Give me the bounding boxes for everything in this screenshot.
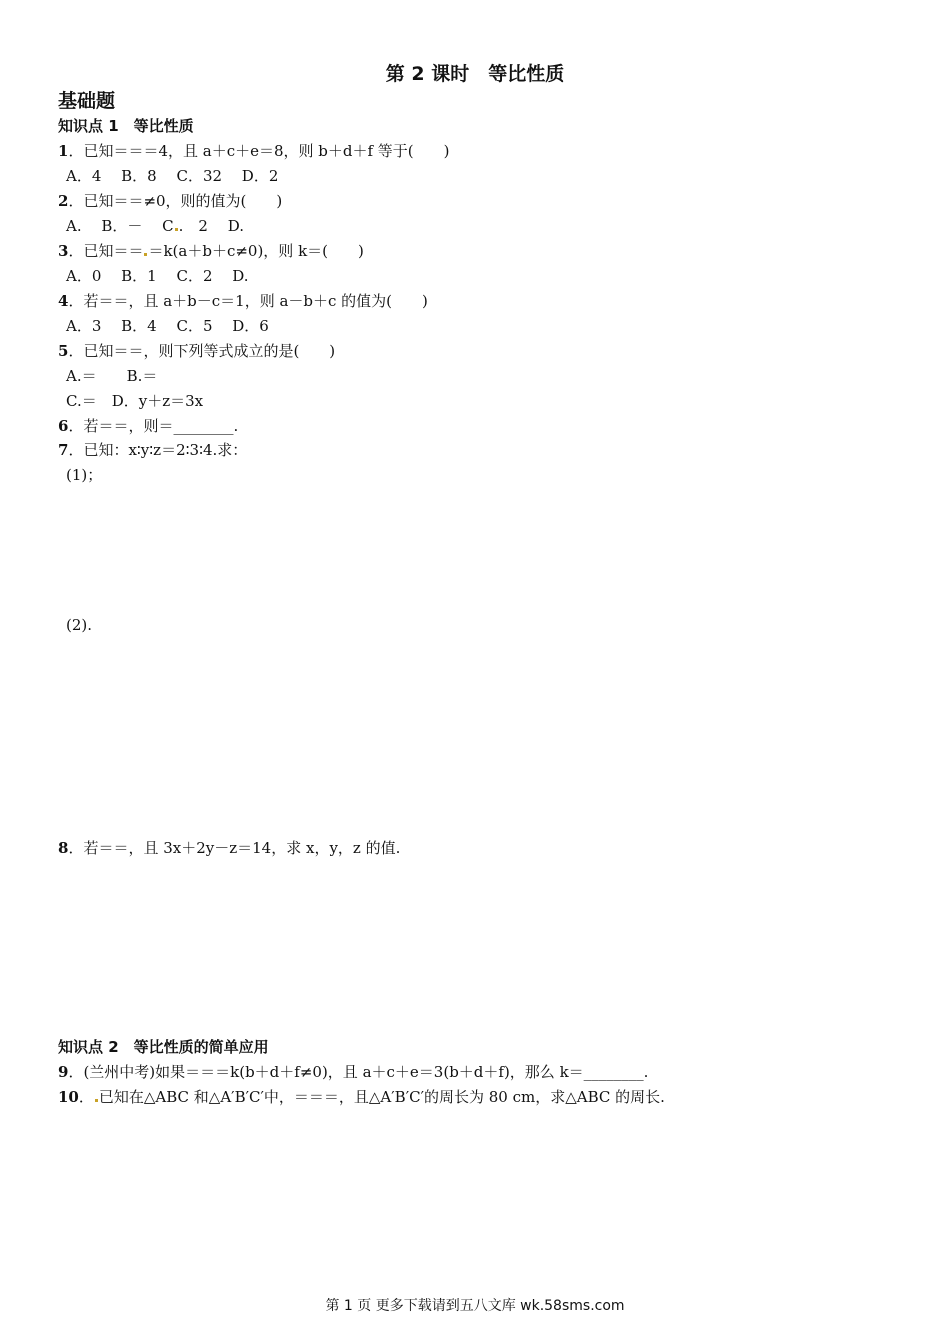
question-1-options: A．4 B．8 C．32 D．2 <box>66 167 279 185</box>
knowledge-point-1-heading: 知识点 1 等比性质 <box>58 117 194 135</box>
question-number: 10 <box>58 1088 79 1106</box>
question-10 <box>58 1087 665 1107</box>
question-8 <box>58 838 400 858</box>
question-3 <box>58 241 364 261</box>
question-4-options: A．3 B．4 C．5 D．6 <box>66 317 269 335</box>
question-number: 9 <box>58 1063 69 1081</box>
page-title: 第 2 课时 等比性质 <box>385 63 565 85</box>
options-text: A. B．－ C <box>66 217 174 235</box>
question-text: ．已知＝＝，则下列等式成立的是( ) <box>68 342 336 360</box>
question-number: 8 <box>58 839 69 857</box>
question-5-options-row-2: C.＝ D．y＋z＝3x <box>66 392 204 410</box>
knowledge-point-2-heading: 知识点 2 等比性质的简单应用 <box>58 1038 269 1056</box>
question-5 <box>58 341 335 361</box>
question-2-options <box>66 216 244 236</box>
question-number: 4 <box>58 292 69 310</box>
marker-dot <box>175 228 178 231</box>
question-number: 2 <box>58 192 69 210</box>
question-7-part-1: (1)； <box>66 466 103 484</box>
question-text: ．若＝＝，且 a＋b－c＝1，则 a－b＋c 的值为( ) <box>68 292 428 310</box>
question-1 <box>58 141 450 161</box>
question-number: 1 <box>58 142 69 160</box>
section-heading: 基础题 <box>58 90 116 112</box>
question-text: ．(兰州中考)如果＝＝＝k(b＋d＋f≠0)，且 a＋c＋e＝3(b＋d＋f)，那么 k＝________. <box>68 1063 649 1081</box>
question-9 <box>58 1062 648 1082</box>
page-footer: 第 1 页 更多下载请到五八文库 wk.58sms.com <box>325 1298 625 1314</box>
question-6 <box>58 416 238 436</box>
question-text: ＝k(a＋b＋c≠0)，则 k＝( ) <box>148 242 364 260</box>
question-text: ．若＝＝，且 3x＋2y－z＝14，求 x，y，z 的值. <box>68 839 401 857</box>
question-text: ．若＝＝，则＝________. <box>68 417 239 435</box>
question-7-part-2: (2). <box>66 616 93 634</box>
question-text: 已知在△ABC 和△A′B′C′中，＝＝＝，且△A′B′C′的周长为 80 cm，求△ABC 的周长. <box>98 1088 665 1106</box>
question-number: 6 <box>58 417 69 435</box>
question-number: 5 <box>58 342 69 360</box>
question-2 <box>58 191 282 211</box>
question-5-options-row-1: A.＝ B.＝ <box>66 367 158 385</box>
question-3-options: A．0 B．1 C．2 D. <box>66 267 249 285</box>
question-number: 3 <box>58 242 69 260</box>
options-text: . 2 D. <box>178 217 244 235</box>
marker-dot <box>144 253 147 256</box>
question-text: ． <box>78 1088 94 1106</box>
question-text: ．已知＝＝＝4，且 a＋c＋e＝8，则 b＋d＋f 等于( ) <box>68 142 450 160</box>
question-number: 7 <box>58 441 69 459</box>
marker-dot <box>95 1099 98 1102</box>
question-7 <box>58 440 247 460</box>
question-4 <box>58 291 428 311</box>
question-text: ．已知：x∶y∶z＝2∶3∶4.求： <box>68 441 248 459</box>
question-text: ．已知＝＝≠0，则的值为( ) <box>68 192 283 210</box>
question-text: ．已知＝＝ <box>68 242 144 260</box>
